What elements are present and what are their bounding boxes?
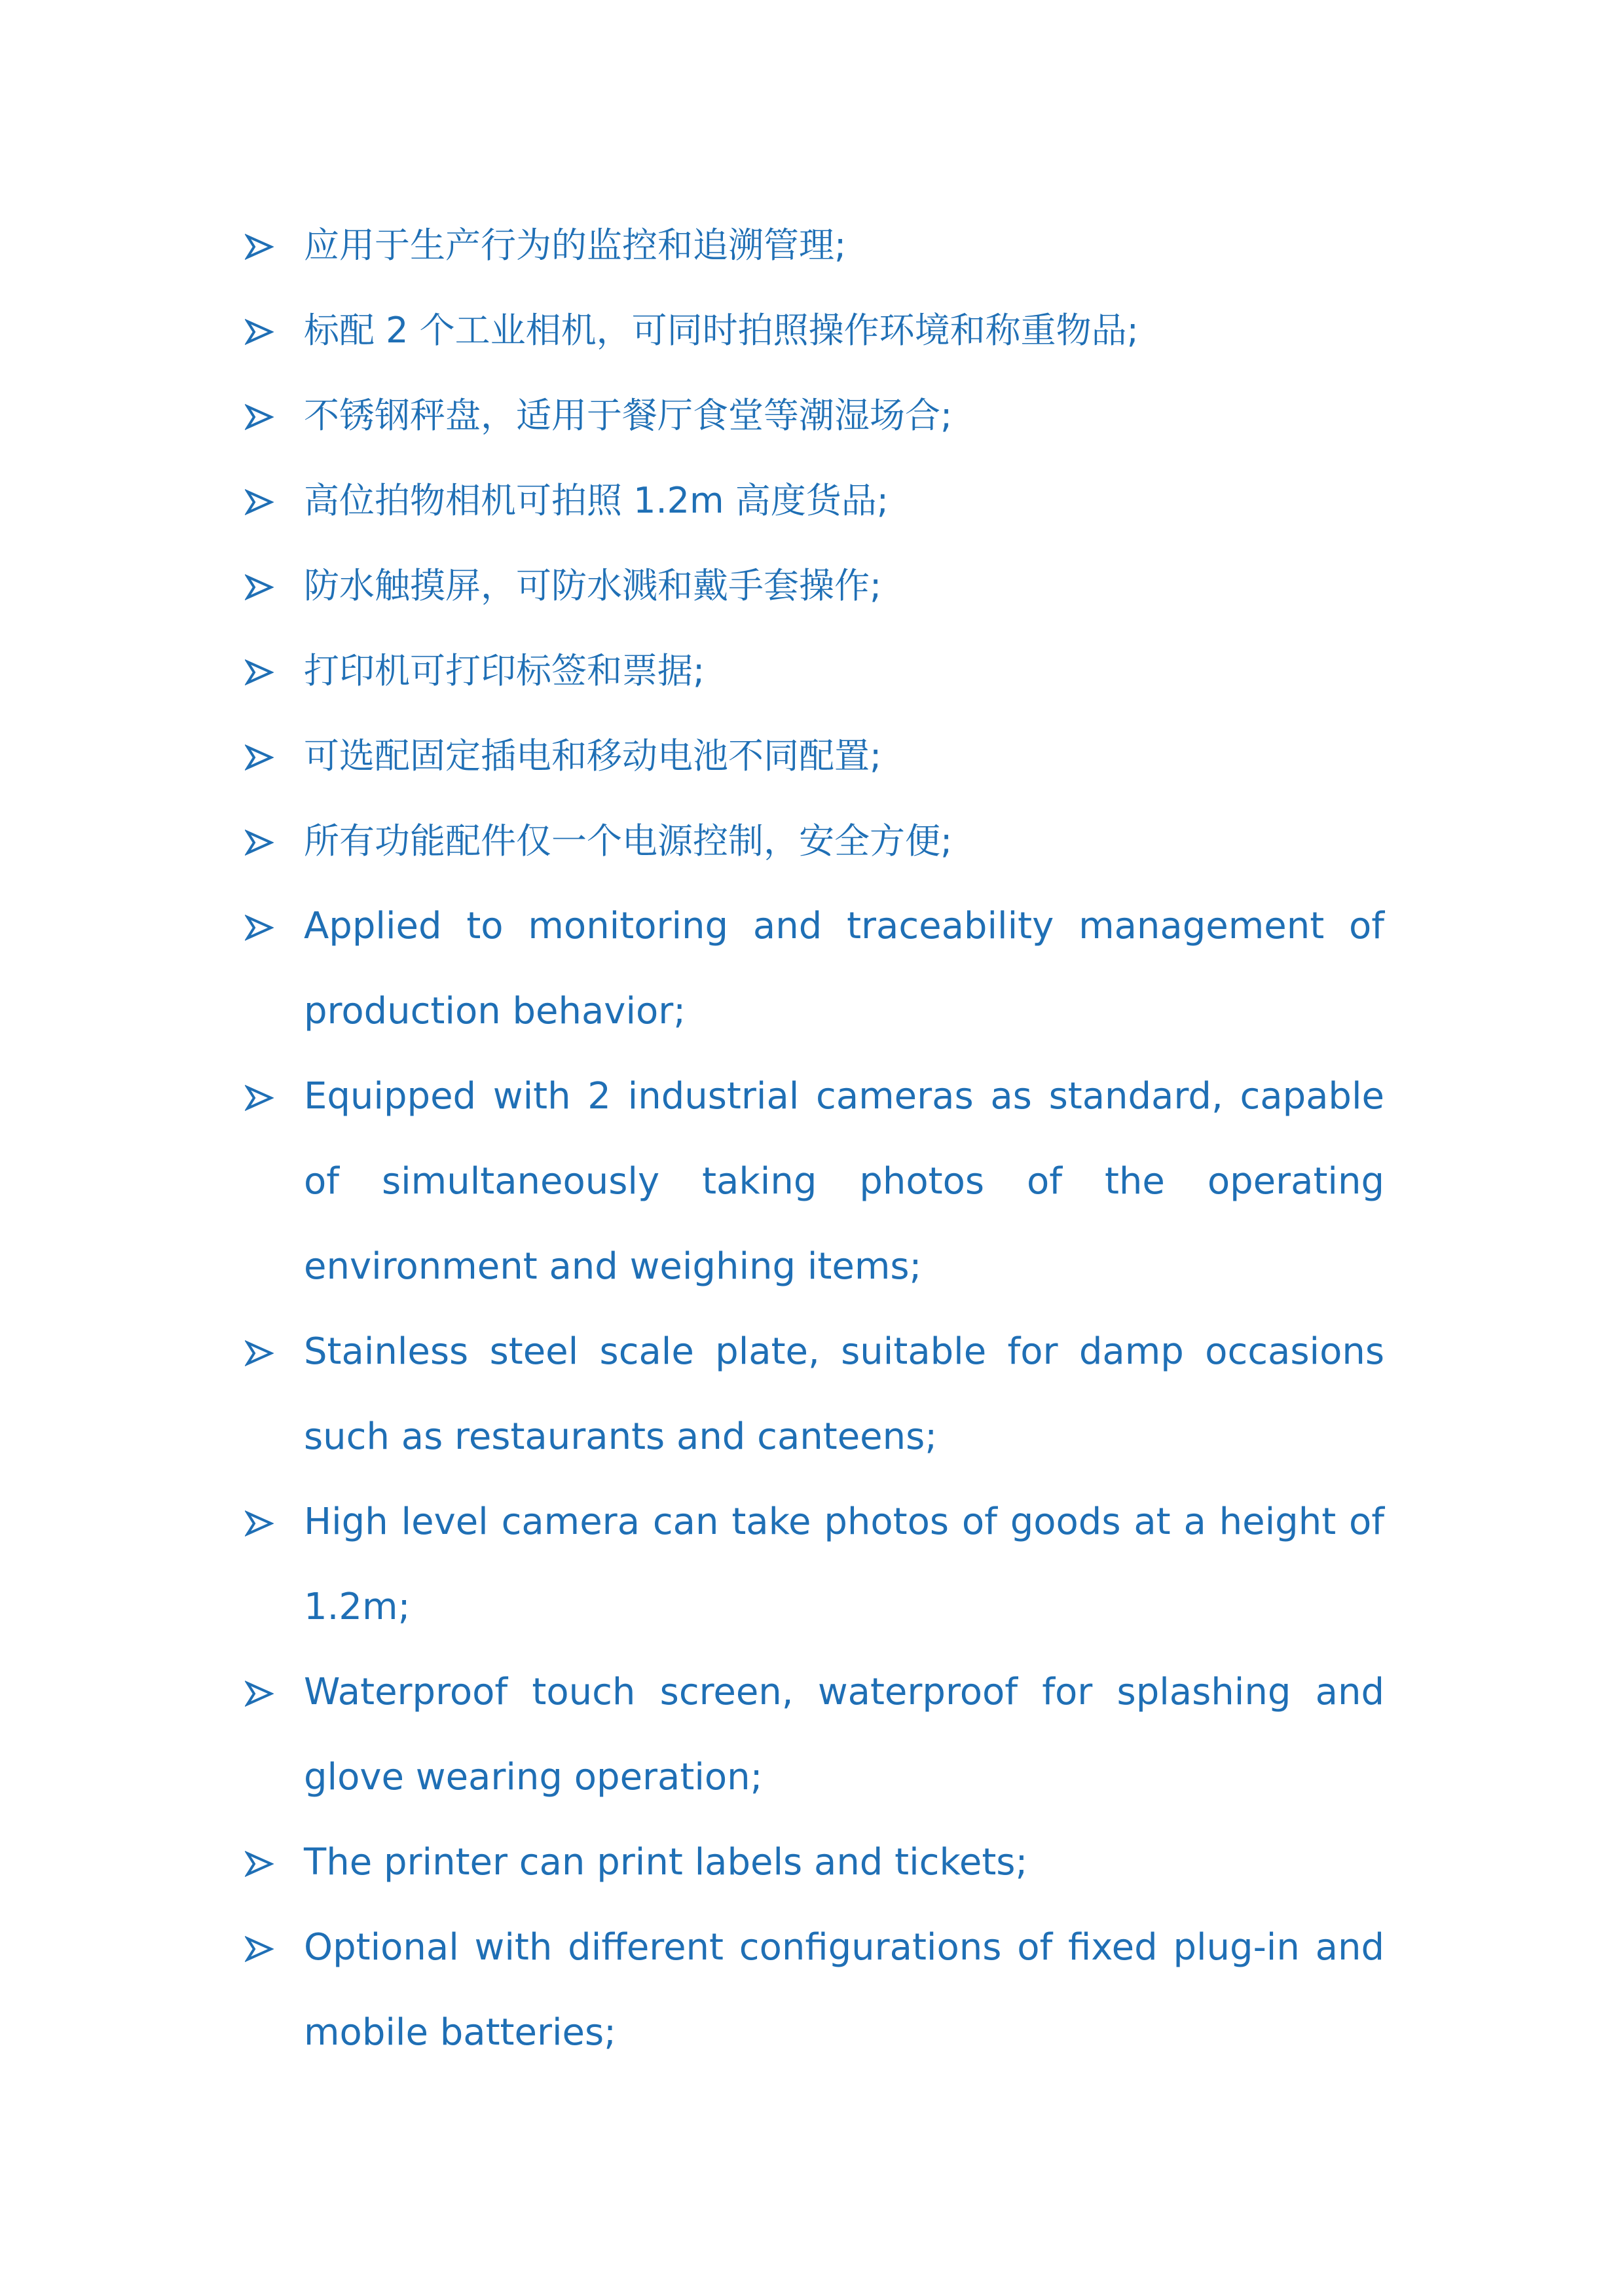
list-item-text: 可选配固定插电和移动电池不同配置; [304,735,882,776]
arrow-right-icon [245,1681,274,1707]
list-item-text: 防水触摸屏，可防水溅和戴手套操作; [304,565,882,606]
list-item [245,203,1384,288]
arrow-right-icon [245,829,274,856]
list-item [245,1054,1384,1309]
arrow-right-icon [245,915,274,941]
feature-list [245,203,1384,2075]
list-item [245,1309,1384,1480]
list-item [245,884,1384,1054]
list-item [245,288,1384,373]
list-item [245,458,1384,543]
list-item-text: Waterproof touch screen, waterproof for splashing and glove wearing operation; [304,1671,1384,1798]
list-item-text: High level camera can take photos of goods at a height of 1.2m; [304,1501,1384,1628]
list-item [245,373,1384,458]
list-item-text: Stainless steel scale plate, suitable for damp occasions such as restaurants and canteens; [304,1330,1384,1458]
list-item [245,799,1384,884]
arrow-right-icon [245,1936,274,1962]
list-item [245,629,1384,714]
arrow-right-icon [245,489,274,515]
arrow-right-icon [245,319,274,345]
list-item [245,1820,1384,1905]
arrow-right-icon [245,1085,274,1111]
list-item [245,1480,1384,1650]
list-item-text: The printer can print labels and tickets; [304,1841,1028,1884]
list-item-text: Optional with different configurations of fixed plug-in and mobile batteries; [304,1926,1384,2054]
list-item-text: 标配 2 个工业相机，可同时拍照操作环境和称重物品; [304,310,1139,351]
arrow-right-icon [245,659,274,685]
arrow-right-icon [245,744,274,771]
list-item [245,1650,1384,1820]
arrow-right-icon [245,1510,274,1537]
list-item-text: Applied to monitoring and traceability management of production behavior; [304,905,1384,1032]
list-item [245,714,1384,799]
list-item-text: Equipped with 2 industrial cameras as standard, capable of simultaneously taking photos of the operating environment and weighing items; [304,1075,1384,1288]
list-item-text: 打印机可打印标签和票据; [304,650,705,691]
list-item-text: 应用于生产行为的监控和追溯管理; [304,225,847,266]
list-item [245,1905,1384,2075]
arrow-right-icon [245,404,274,430]
list-item-text: 高位拍物相机可拍照 1.2m 高度货品; [304,480,889,521]
arrow-right-icon [245,1851,274,1877]
list-item [245,543,1384,629]
list-item-text: 所有功能配件仅一个电源控制，安全方便; [304,820,953,862]
list-item-text: 不锈钢秤盘，适用于餐厅食堂等潮湿场合; [304,395,953,436]
arrow-right-icon [245,234,274,260]
arrow-right-icon [245,574,274,600]
arrow-right-icon [245,1340,274,1366]
